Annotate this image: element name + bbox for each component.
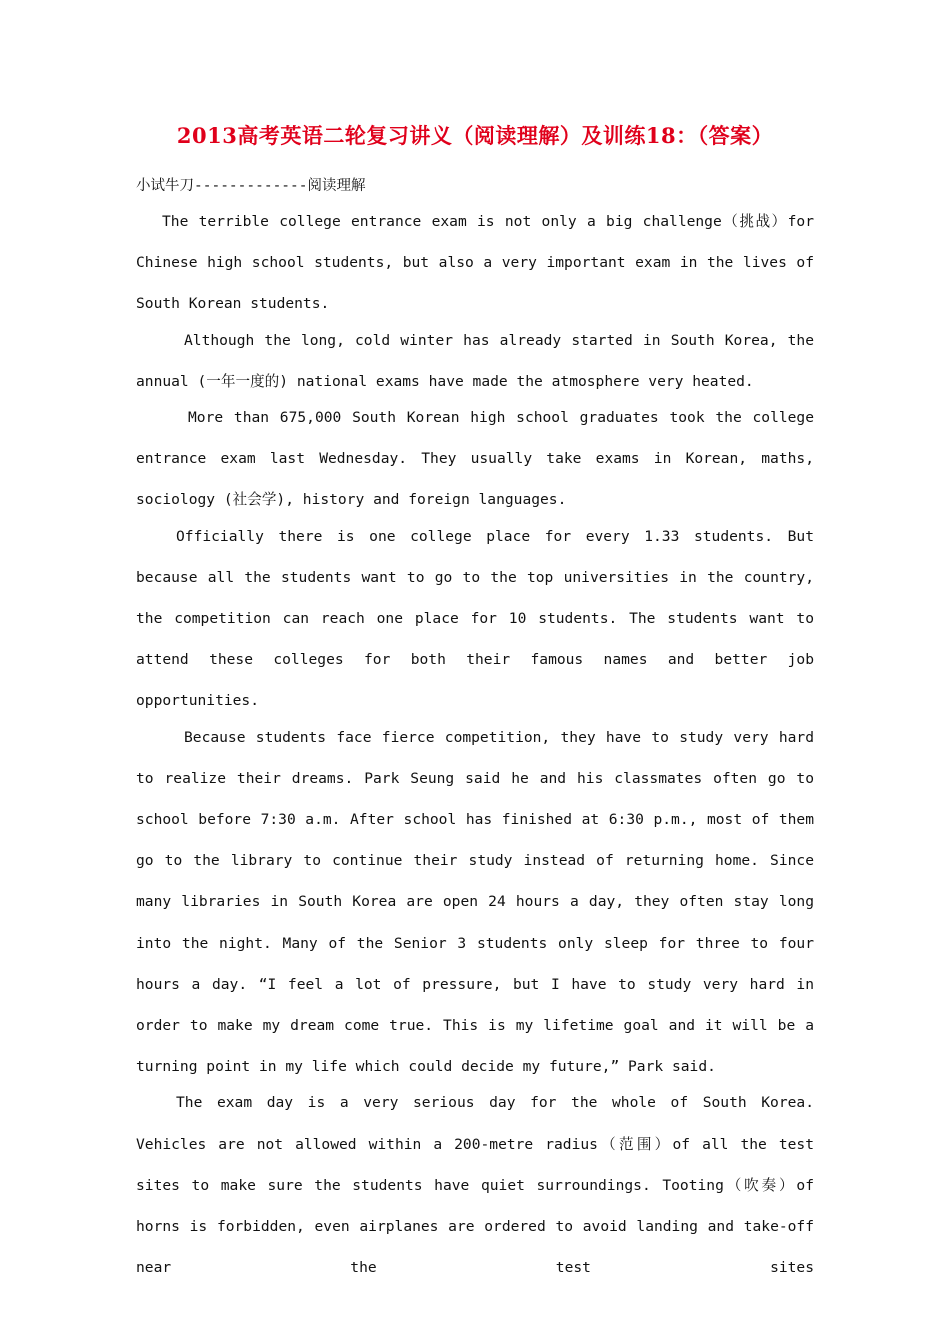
- paragraph: The terrible college entrance exam is not only a big challenge（挑战）for Chinese high school students, but also a very important exam in the lives of South Korean students.: [136, 213, 814, 313]
- section-label: 小试牛刀-------------阅读理解: [136, 178, 366, 194]
- paragraph: Although the long, cold winter has already started in South Korea, the annual (一年一度的) national exams have made the atmosphere very heated.: [136, 331, 814, 390]
- document-title: 2013高考英语二轮复习讲义（阅读理解）及训练18：（答案）: [176, 123, 774, 148]
- paragraph: The exam day is a very serious day for the whole of South Korea. Vehicles are not allowed within a 200-metre radius（范围）of all the test sites to make sure the students have quiet surroundings. Tooting（吹奏）of horns is forbidden, even airplanes are ordered to avoid landing and take-off near the test sites: [136, 1094, 814, 1277]
- paragraph: More than 675,000 South Korean high school graduates took the college entrance exam last Wednesday. They usually take exams in Korean, maths, sociology (社会学), history and foreign languages.: [136, 409, 814, 509]
- paragraph: Officially there is one college place for every 1.33 students. But because all the students want to go to the top universities in the country, the competition can reach one place for 10 students. The students want to attend these colleges for both their famous names and better job opportunities.: [136, 527, 814, 710]
- reading-passage: [136, 201, 814, 1283]
- paragraph: Because students face fierce competition, they have to study very hard to realize their dreams. Park Seung said he and his classmates often go to school before 7:30 a.m. After school has finished at 6:30 p.m., most of them go to the library to continue their study instead of returning home. Since many libraries in South Korea are open 24 hours a day, they often stay long into the night. Many of the Senior 3 students only sleep for three to four hours a day. “I feel a lot of pressure, but I have to study very hard in order to make my dream come true. This is my lifetime goal and it will be a turning point in my life which could decide my future,” Park said.: [136, 728, 814, 1076]
